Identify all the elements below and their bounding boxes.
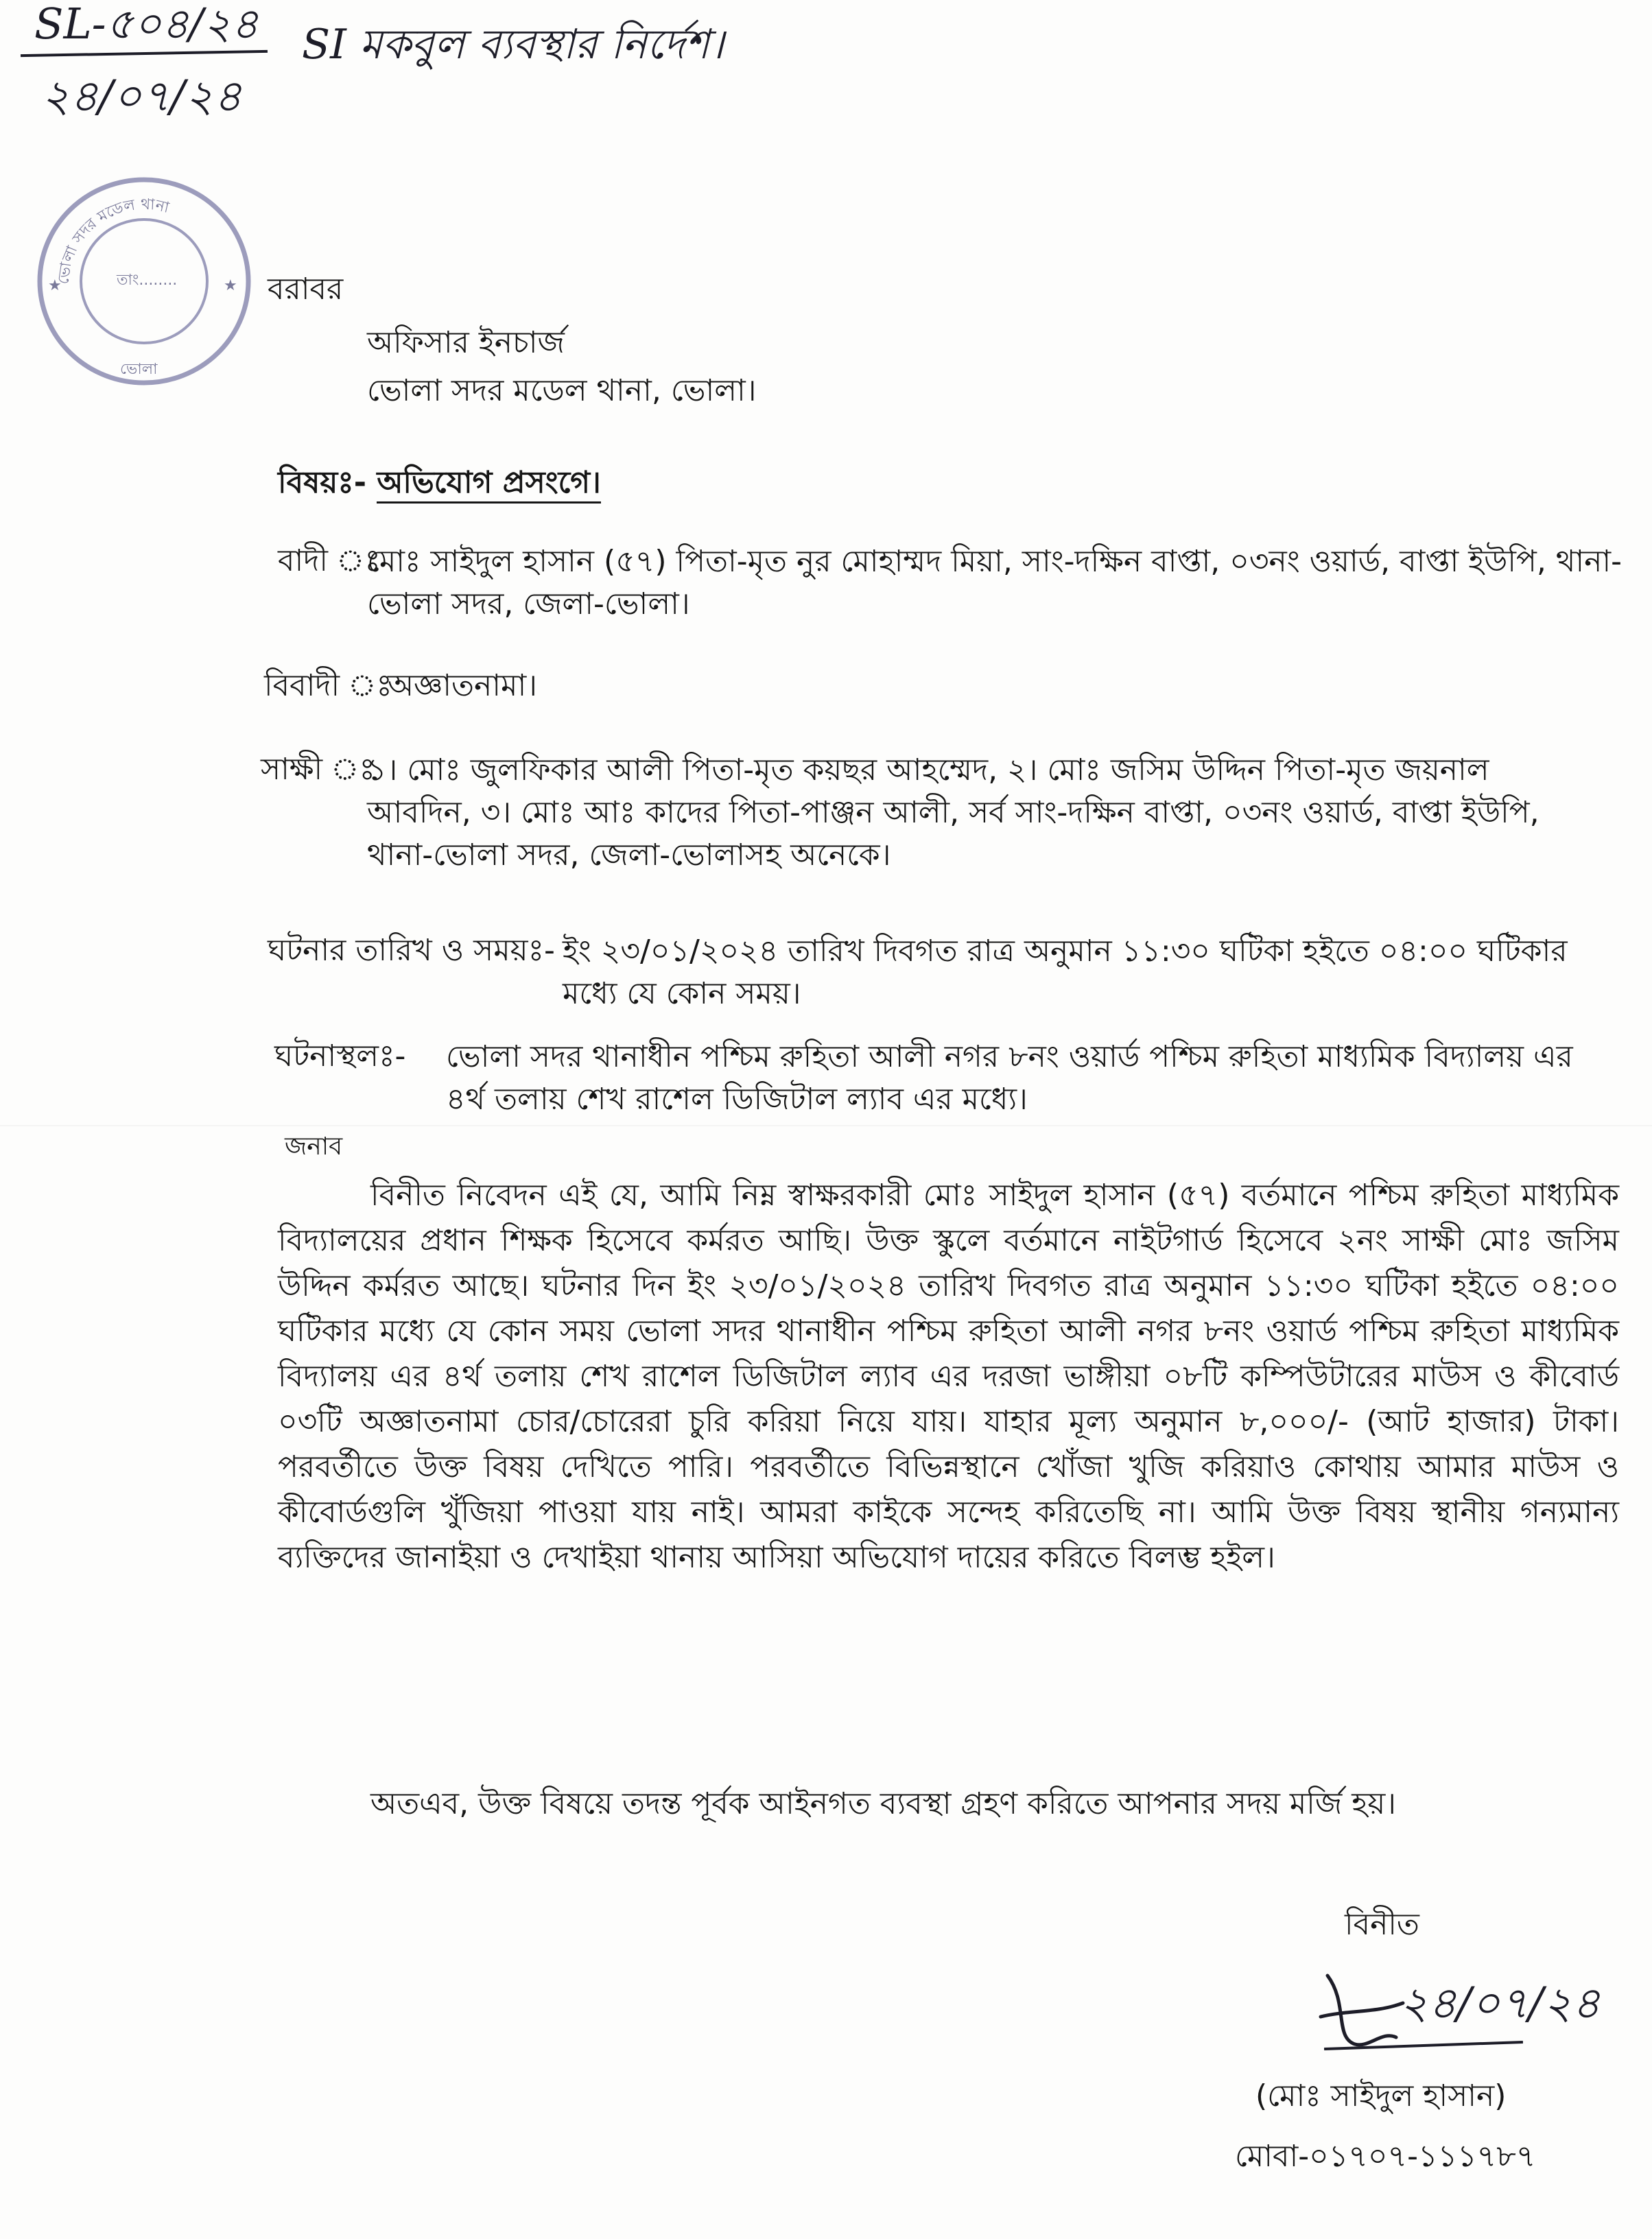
signer-phone: মোবা-০১৭০৭-১১১৭৮৭ [1235, 2139, 1536, 2174]
incident-time-label: ঘটনার তারিখ ও সময়ঃ- [268, 933, 555, 968]
subject-line [278, 462, 601, 504]
stamp-bottom-text: ভোলা [120, 361, 158, 378]
subject-label: বিষয়ঃ- [278, 465, 366, 500]
incident-place-details: ভোলা সদর থানাধীন পশ্চিম রুহিতা আলী নগর ৮নং ওয়ার্ড পশ্চিম রুহিতা মাধ্যমিক বিদ্যালয় এর ৪র্থ তলায় শেখ রাশেল ডিজিটাল ল্যাব এর মধ্যে। [446, 1039, 1573, 1117]
witnesses-label: সাক্ষী ঃ [261, 752, 375, 787]
address-to: বরাবর [268, 272, 344, 307]
stamp-star-right-icon: ★ [224, 277, 237, 294]
police-station-stamp [27, 168, 261, 394]
header-underline [21, 50, 268, 57]
salutation: জনাব [285, 1133, 343, 1161]
address-recipient: অফিসার ইনচার্জ [367, 325, 565, 360]
witnesses-details: ১। মোঃ জুলফিকার আলী পিতা-মৃত কয়ছর আহম্মেদ, ২। মোঃ জসিম উদ্দিন পিতা-মৃত জয়নাল আবদিন, ৩। মোঃ আঃ কাদের পিতা-পাঞ্জন আলী, সর্ব সাং-দক্ষিন বাপ্তা, ০৩নং ওয়ার্ড, বাপ্তা ইউপি, থানা-ভোলা সদর, জেলা-ভোলাসহ অনেকে। [367, 753, 1539, 873]
sl-number: SL-৫০৪/২৪ [34, 0, 259, 49]
plaintiff-label: বাদী ঃ [278, 543, 381, 578]
incident-time-details: ইং ২৩/০১/২০২৪ তারিখ দিবগত রাত্র অনুমান ১১:৩০ ঘটিকা হইতে ০৪:০০ ঘটিকার মধ্যে যে কোন সময়। [563, 934, 1568, 1011]
defendant-label: বিবাদী ঃ [264, 668, 392, 703]
signer-name: (মোঃ সাইদুল হাসান) [1255, 2078, 1507, 2113]
plaintiff-details: মোঃ সাইদুল হাসান (৫৭) পিতা-মৃত নুর মোহাম্মদ মিয়া, সাং-দক্ষিন বাপ্তা, ০৩নং ওয়ার্ড, বাপ্তা ইউপি, থানা-ভোলা সদর, জেলা-ভোলা। [367, 544, 1622, 621]
received-date: ২৪/০৭/২৪ [41, 71, 242, 122]
incident-place-label: ঘটনাস্থলঃ- [274, 1039, 406, 1074]
signature-date: ২৪/০৭/২৪ [1400, 1978, 1601, 2029]
subject-text: অভিযোগ প্রসংগে। [377, 465, 601, 504]
stamp-ring-text: ভোলা সদর মডেল থানা [55, 196, 171, 285]
paper-fold-line [0, 1125, 1652, 1127]
officer-endorsement: SI মকবুল ব্যবস্থার নির্দেশ। [302, 21, 724, 69]
letter-body: বিনীত নিবেদন এই যে, আমি নিম্ন স্বাক্ষরকারী মোঃ সাইদুল হাসান (৫৭) বর্তমানে পশ্চিম রুহিতা মাধ্যমিক বিদ্যালয়ের প্রধান শিক্ষক হিসেবে কর্মরত আছি। উক্ত স্কুলে বর্তমানে নাইটগার্ড হিসেবে ২নং সাক্ষী মোঃ জসিম উদ্দিন কর্মরত আছে। ঘটনার দিন ইং ২৩/০১/২০২৪ তারিখ দিবগত রাত্র অনুমান ১১:৩০ ঘটিকা হইতে ০৪:০০ ঘটিকার মধ্যে যে কোন সময় ভোলা সদর থানাধীন পশ্চিম রুহিতা আলী নগর ৮নং ওয়ার্ড পশ্চিম রুহিতা মাধ্যমিক বিদ্যালয় এর ৪র্থ তলায় শেখ রাশেল ডিজিটাল ল্যাব এর দরজা ভাঙ্গীয়া ০৮টি কম্পিউটারের মাউস ও কীবোর্ড ০৩টি অজ্ঞাতনামা চোর/চোরেরা চুরি করিয়া নিয়ে যায়। যাহার মূল্য অনুমান ৮,০০০/- (আট হাজার) টাকা। পরবর্তীতে উক্ত বিষয় দেখিতে পারি। পরবর্তীতে বিভিন্নস্থানে খোঁজা খুজি করিয়াও কোথায় আমার মাউস ও কীবোর্ডগুলি খুঁজিয়া পাওয়া যায় নাই। আমরা কাইকে সন্দেহ করিতেছি না। আমি উক্ত বিষয় স্থানীয় গন্যমান্য ব্যক্তিদের জানাইয়া ও দেখাইয়া থানায় আসিয়া অভিযোগ দায়ের করিতে বিলম্ভ হইল। [278, 1178, 1620, 1575]
closing-request: অতএব, উক্ত বিষয়ে তদন্ত পূর্বক আইনগত ব্যবস্থা গ্রহণ করিতে আপনার সদয় মর্জি হয়। [370, 1786, 1397, 1821]
stamp-star-left-icon: ★ [48, 277, 62, 294]
address-station: ভোলা সদর মডেল থানা, ভোলা। [367, 373, 757, 408]
defendant-details: অজ্ঞাতনামা। [388, 668, 537, 703]
stamp-center-text: তাং........ [117, 272, 178, 289]
sign-off: বিনীত [1345, 1907, 1419, 1942]
